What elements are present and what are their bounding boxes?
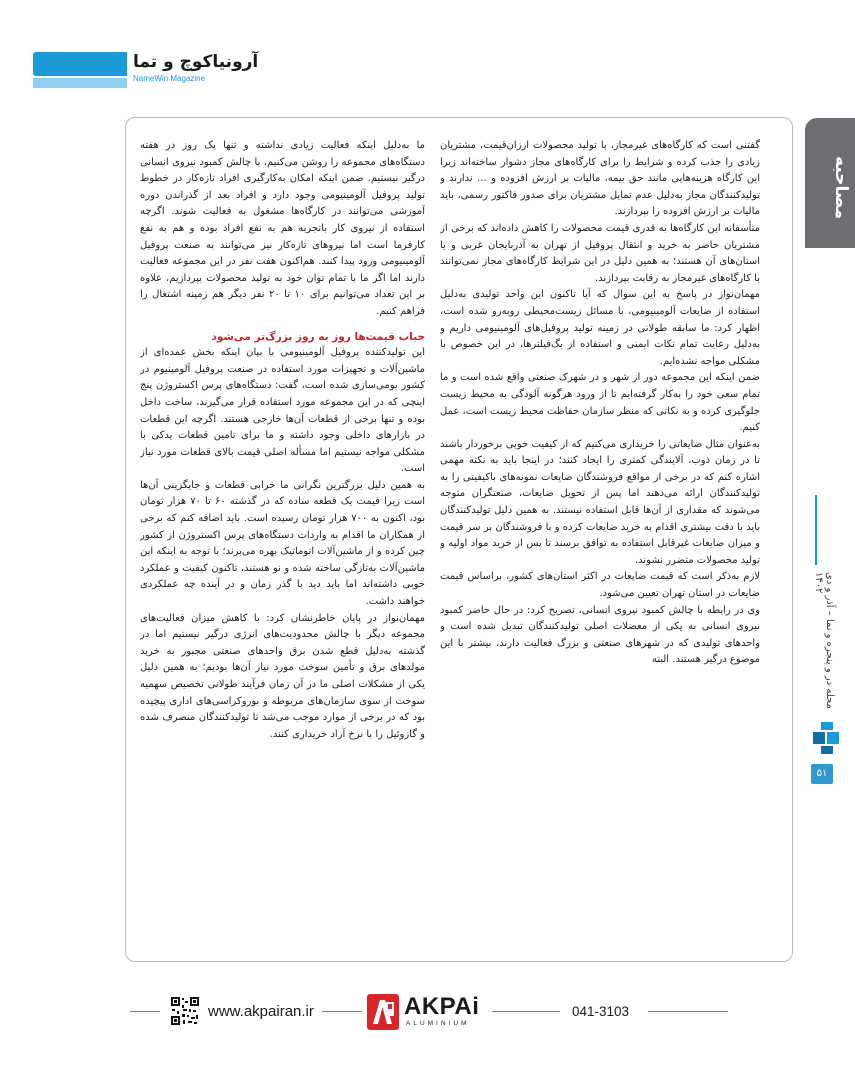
paragraph: مهمان‌نواز در پاسخ به این سوال که آیا تاکنون این واحد تولیدی به‌دلیل استفاده از ضایعات آلومینیومی، با مسائل زیست‌محیطی روبه‌رو شده است، اظهار کرد: ما سابقه طولانی در زمینه تولید پروفیل‌های آلومینیومی داریم و به‌دلیل رعایت تمام نکات ایمنی و استفاده از بگ‌فیلترها، در این خصوص با مشکلی مواجه نشده‌ایم. — [440, 289, 760, 367]
article-column-right — [440, 138, 760, 953]
magazine-title: آرونیاکوچ و تما — [133, 52, 259, 72]
paragraph: به‌عنوان مثال ضایعاتی را خریداری می‌کنیم که از کیفیت خوبی برخوردار باشند تا در زمان ذوب، آلایندگی کمتری را ایجاد کنند؛ در اینجا باید به نکته مهمی اشاره کنم که در برخی از مواقع فروشندگان ضایعات نمونه‌های باکیفیتی را به تولیدکنندگان ارائه می‌دهند اما پس از تحویل ضایعات، صنعتگران متوجه می‌شوند که مقداری از آن‌ها قابل استفاده نیستند. به همین دلیل تولیدکنندگان باید با دقت بیشتری اقدام به خرید ضایعات کرده و با فروشندگان بر سر قیمت و میزان ضایعات غیرقابل استفاده به توافق برسند تا پس از خرید مواد اولیه و تولید محصولات متضرر نشوند. — [440, 438, 760, 566]
footer-rule — [130, 1011, 160, 1012]
company-subtitle: ALUMINIUM — [406, 1020, 470, 1027]
article-column-left — [140, 138, 425, 953]
paragraph: وی در رابطه با چالش کمبود نیروی انسانی، تصریح کرد: در حال حاضر کمبود نیروی انسانی به یکی از معضلات اصلی تولیدکنندگان تبدیل شده است و واحدهای تولیدی که در شهرهای صنعتی و بزرگ فعالیت دارند، بیشتر با این موضوع درگیر هستند. البته — [440, 604, 760, 666]
section-label: مصاحبه — [831, 156, 851, 220]
paragraph: این تولیدکننده پروفیل آلومینیومی با بیان اینکه بخش عمده‌ای از ماشین‌آلات و تجهیزات مورد استفاده در صنعت پروفیل آلومینیوم در کشور بومی‌سازی شده است، گفت: دستگاه‌های پرس اکستروژن پنج اینچی که در این مجموعه مورد استفاده قرار می‌گیرند، ساخت داخل بوده و تنها برخی از قطعات آن‌ها خارجی هستند. اگرچه این قطعات در بازارهای داخلی وجود داشته و ما برای تامین قطعات یدکی با مشکلی مواجه نیستیم اما مسأله اصلی قیمت بالای قطعات مورد نیاز است. — [140, 347, 425, 475]
paragraph: گفتنی است که کارگاه‌های غیرمجاز، با تولید محصولات ارزان‌قیمت، مشتریان زیادی را جذب کرده و شرایط را برای کارگاه‌های مجاز دشوار ساخته‌اند زیرا این کارگاه هزینه‌هایی مانند حق بیمه، مالیات بر ارزش افزوده و … ندارند و تولیدکنندگان مجاز به‌دلیل عدم تمایل مشتریان برای صدور فاکتور رسمی، باید مالیات بر ارزش افزوده را بپردازند. — [440, 140, 760, 218]
akpai-logo-icon — [367, 994, 399, 1030]
subheading: حباب قیمت‌ها روز به روز بزرگ‌تر می‌شود — [211, 330, 425, 343]
company-phone: 041-3103 — [572, 1004, 630, 1019]
magazine-logo — [33, 52, 259, 92]
logo-bar — [33, 52, 127, 76]
footer-rule — [492, 1011, 560, 1012]
issue-info: مجله در و پنجره و نما – آذر و دی ۱۴۰۲ — [813, 572, 835, 709]
page-number: ۵۱ — [811, 764, 833, 784]
qr-code-icon — [170, 996, 200, 1026]
footer-rule — [648, 1011, 728, 1012]
paragraph: ما به‌دلیل اینکه فعالیت زیادی نداشته و تنها یک روز در هفته دستگاه‌های مجموعه را روشن می‌کنیم، با چالش کمبود نیروی انسانی درگیر نیستیم. ضمن اینکه امکان به‌کارگیری افراد تازه‌کار در خطوط تولید پروفیل آلومینیومی وجود دارد و افراد بعد از گذراندن دوره آموزشی می‌توانند در کارگاه‌ها مشغول به فعالیت شوند. اگرچه استفاده از نیروی کار باتجربه هم به نفع افراد بوده و هم به نفع کارفرما است اما نیروهای تازه‌کار نیز می‌توانند به صنعت پروفیل آلومینیومی ورود پیدا کنند. هم‌اکنون هفت نفر در این مجموعه فعالیت دارند اما اگر ما با تمام توان خود به تولید محصولات بپردازیم، علاوه بر این تعداد می‌توانیم برای ۱۰ تا ۲۰ نفر دیگر هم زمینه اشتغال را فراهم کنیم. — [140, 140, 425, 317]
paragraph: مهمان‌نواز در پایان خاطرنشان کرد: با کاهش میزان فعالیت‌های مجموعه دیگر با چالش محدودیت‌های انرژی درگیر نیستیم اما در گذشته به‌دلیل قطع شدن برق واحدهای صنعتی مجبور به خرید مولدهای برق و تأمین سوخت مورد نیاز آن‌ها بودیم؛ به همین دلیل یکی از مشکلات اصلی ما در آن زمان فرآیند طولانی تخصیص سهمیه سوخت از سوی سازمان‌های مربوطه و بوروکراسی‌های اداری پیچیده بود که در برخی از موارد موجب می‌شد تا تولیدکنندگان منصرف شده و گازوئیل را با نرخ آزاد خریداری کنند. — [140, 612, 425, 740]
magazine-subtitle: NameWin Magazine — [133, 74, 206, 83]
paragraph: لازم به‌ذکر است که قیمت ضایعات در اکثر استان‌های کشور، براساس قیمت ضایعات در استان تهران تعیین می‌شود. — [440, 571, 760, 600]
company-name: AKPAi — [404, 993, 480, 1020]
paragraph: ضمن اینکه این مجموعه دور از شهر و در شهرک صنعتی واقع شده است و ما تمام سعی خود را به‌کار گرفته‌ایم تا از ورود هرگونه آلودگی به محیط زیست جلوگیری کرده و به نکاتی که منظر سازمان حفاظت محیط زیست است، عمل کنیم. — [440, 372, 760, 434]
paragraph: به همین دلیل بزرگترین نگرانی ما خرابی قطعات و جایگزینی آن‌ها است زیرا قیمت یک قطعه ساده که در گذشته ۶۰ تا ۷۰ هزار تومان بود، اکنون به ۷۰۰ هزار تومان رسیده است. باید اضافه کنم که برخی از همکاران ما اقدام به واردات دستگاه‌های پرس اکستروژن از کشور چین کرده و از ماشین‌آلات اتوماتیک بهره می‌برند؛ با توجه به اینکه این ماشین‌آلات به‌تازگی ساخته شده و نو هستند، تاکنون کیفیت و عملکرد خوبی داشته‌اند اما باید دید با گذر زمان و در آینده چه عملکردی خواهند داشت. — [140, 479, 425, 608]
company-website: www.akpairan.ir — [208, 1003, 314, 1020]
logo-sub-bar — [33, 78, 127, 88]
sidebar-divider — [815, 495, 817, 565]
magazine-mark-icon — [813, 722, 841, 756]
paragraph: متأسفانه این کارگاه‌ها به قدری قیمت محصولات را کاهش داده‌اند که برخی از مشتریان حاضر به خرید و انتقال پروفیل از تهران به آذربایجان غربی و یا استان‌های آن هستند؛ به همین دلیل در این شرایط کارگاه‌های مجاز نمی‌توانند با کارگاه‌های غیرمجاز به رقابت بپردازند. — [440, 222, 760, 284]
footer-rule — [322, 1011, 362, 1012]
